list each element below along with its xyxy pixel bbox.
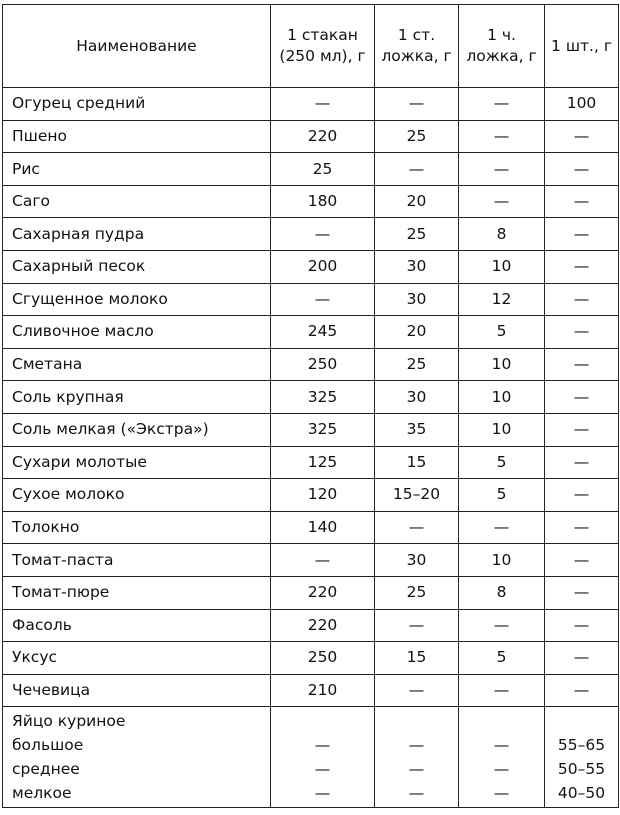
egg-small-glass: — [314,784,331,803]
piece-value-cell: — [545,544,619,577]
piece-value-cell: — [545,576,619,609]
tablespoon-value-cell: 25 [375,218,459,251]
teaspoon-value-cell: 10 [459,544,545,577]
egg-medium-label: среднее [12,760,80,779]
egg-medium-glass: — [314,760,331,779]
tablespoon-value-cell: 30 [375,283,459,316]
product-name-cell: Пшено [3,120,271,153]
tablespoon-value-cell: 30 [375,544,459,577]
tablespoon-value-cell: 20 [375,185,459,218]
product-name-cell: Сахарный песок [3,250,271,283]
egg-teaspoon-cell [459,707,545,808]
teaspoon-value-cell: — [459,609,545,642]
teaspoon-value-cell: — [459,511,545,544]
teaspoon-value-cell: — [459,88,545,121]
tablespoon-value-cell: — [375,609,459,642]
table-row-egg [3,707,619,808]
table-row [3,381,619,414]
glass-value-cell: — [271,218,375,251]
glass-value-cell: 245 [271,316,375,349]
tablespoon-value-cell: — [375,511,459,544]
table-body [3,88,619,808]
product-name-cell: Фасоль [3,609,271,642]
egg-title: Яйцо куриное [12,712,126,731]
glass-value-cell: 180 [271,185,375,218]
teaspoon-value-cell: — [459,120,545,153]
tablespoon-value-cell: — [375,88,459,121]
table-row [3,316,619,349]
tablespoon-value-cell: 30 [375,381,459,414]
header-tablespoon: 1 ст. ложка, г [375,5,459,88]
teaspoon-value-cell: 10 [459,348,545,381]
product-name-cell: Сахарная пудра [3,218,271,251]
teaspoon-value-cell: — [459,153,545,186]
product-name-cell: Соль мелкая («Экстра») [3,413,271,446]
table-row [3,88,619,121]
egg-piece-cell [545,707,619,808]
table-row [3,576,619,609]
tablespoon-value-cell: 25 [375,576,459,609]
teaspoon-value-cell: 12 [459,283,545,316]
table-row [3,511,619,544]
teaspoon-value-cell: — [459,185,545,218]
table-row [3,185,619,218]
piece-value-cell: 100 [545,88,619,121]
header-row [3,5,619,88]
piece-value-cell: — [545,348,619,381]
piece-value-cell: — [545,250,619,283]
piece-value-cell: — [545,674,619,707]
product-name-cell: Сухари молотые [3,446,271,479]
header-glass: 1 стакан (250 мл), г [271,5,375,88]
table-row [3,544,619,577]
egg-glass-cell [271,707,375,808]
tablespoon-value-cell: 35 [375,413,459,446]
glass-value-cell: 120 [271,479,375,512]
egg-small-label: мелкое [12,784,72,803]
teaspoon-value-cell: 8 [459,218,545,251]
egg-large-label: большое [12,736,84,755]
tablespoon-value-cell: 25 [375,348,459,381]
product-name-cell: Сгущенное молоко [3,283,271,316]
egg-large-glass: — [314,736,331,755]
table-row [3,446,619,479]
piece-value-cell: — [545,479,619,512]
egg-medium-piece: 50–55 [557,760,606,779]
piece-value-cell: — [545,413,619,446]
piece-value-cell: — [545,381,619,414]
header-piece: 1 шт., г [545,5,619,88]
product-name-cell: Томат-пюре [3,576,271,609]
product-name-cell: Томат-паста [3,544,271,577]
header-name: Наименование [3,5,271,88]
glass-value-cell: 325 [271,413,375,446]
header-teaspoon: 1 ч. ложка, г [459,5,545,88]
teaspoon-value-cell: 10 [459,413,545,446]
teaspoon-value-cell: 5 [459,642,545,675]
teaspoon-value-cell: 5 [459,479,545,512]
tablespoon-value-cell: 15–20 [375,479,459,512]
tablespoon-value-cell: 15 [375,642,459,675]
glass-value-cell: 250 [271,348,375,381]
product-name-cell: Толокно [3,511,271,544]
egg-medium-tablespoon: — [408,760,425,779]
teaspoon-value-cell: 10 [459,250,545,283]
teaspoon-value-cell: 5 [459,446,545,479]
tablespoon-value-cell: 30 [375,250,459,283]
egg-large-piece: 55–65 [557,736,606,755]
egg-name-cell [3,707,271,808]
glass-value-cell: 25 [271,153,375,186]
measures-table [2,4,619,808]
table-row [3,479,619,512]
product-name-cell: Рис [3,153,271,186]
teaspoon-value-cell: — [459,674,545,707]
tablespoon-value-cell: 20 [375,316,459,349]
tablespoon-value-cell: — [375,153,459,186]
product-name-cell: Соль крупная [3,381,271,414]
table-container [2,4,619,808]
table-row [3,348,619,381]
glass-value-cell: 140 [271,511,375,544]
piece-value-cell: — [545,642,619,675]
glass-value-cell: 200 [271,250,375,283]
teaspoon-value-cell: 10 [459,381,545,414]
table-row [3,250,619,283]
product-name-cell: Саго [3,185,271,218]
piece-value-cell: — [545,316,619,349]
product-name-cell: Уксус [3,642,271,675]
glass-value-cell: 325 [271,381,375,414]
tablespoon-value-cell: 15 [375,446,459,479]
glass-value-cell: 220 [271,120,375,153]
piece-value-cell: — [545,511,619,544]
egg-medium-teaspoon: — [493,760,510,779]
egg-large-teaspoon: — [493,736,510,755]
glass-value-cell: 250 [271,642,375,675]
piece-value-cell: — [545,609,619,642]
glass-value-cell: 220 [271,576,375,609]
egg-tablespoon-cell [375,707,459,808]
product-name-cell: Сливочное масло [3,316,271,349]
glass-value-cell: 125 [271,446,375,479]
table-row [3,218,619,251]
table-row [3,413,619,446]
piece-value-cell: — [545,283,619,316]
teaspoon-value-cell: 8 [459,576,545,609]
table-row [3,674,619,707]
glass-value-cell: 220 [271,609,375,642]
product-name-cell: Сметана [3,348,271,381]
glass-value-cell: — [271,88,375,121]
glass-value-cell: — [271,283,375,316]
table-row [3,120,619,153]
table-row [3,609,619,642]
product-name-cell: Чечевица [3,674,271,707]
egg-small-tablespoon: — [408,784,425,803]
tablespoon-value-cell: — [375,674,459,707]
piece-value-cell: — [545,218,619,251]
product-name-cell: Сухое молоко [3,479,271,512]
piece-value-cell: — [545,120,619,153]
piece-value-cell: — [545,153,619,186]
glass-value-cell: — [271,544,375,577]
teaspoon-value-cell: 5 [459,316,545,349]
glass-value-cell: 210 [271,674,375,707]
table-row [3,153,619,186]
piece-value-cell: — [545,185,619,218]
egg-small-piece: 40–50 [557,784,606,803]
piece-value-cell: — [545,446,619,479]
product-name-cell: Огурец средний [3,88,271,121]
egg-large-tablespoon: — [408,736,425,755]
table-row [3,642,619,675]
tablespoon-value-cell: 25 [375,120,459,153]
egg-small-teaspoon: — [493,784,510,803]
table-row [3,283,619,316]
